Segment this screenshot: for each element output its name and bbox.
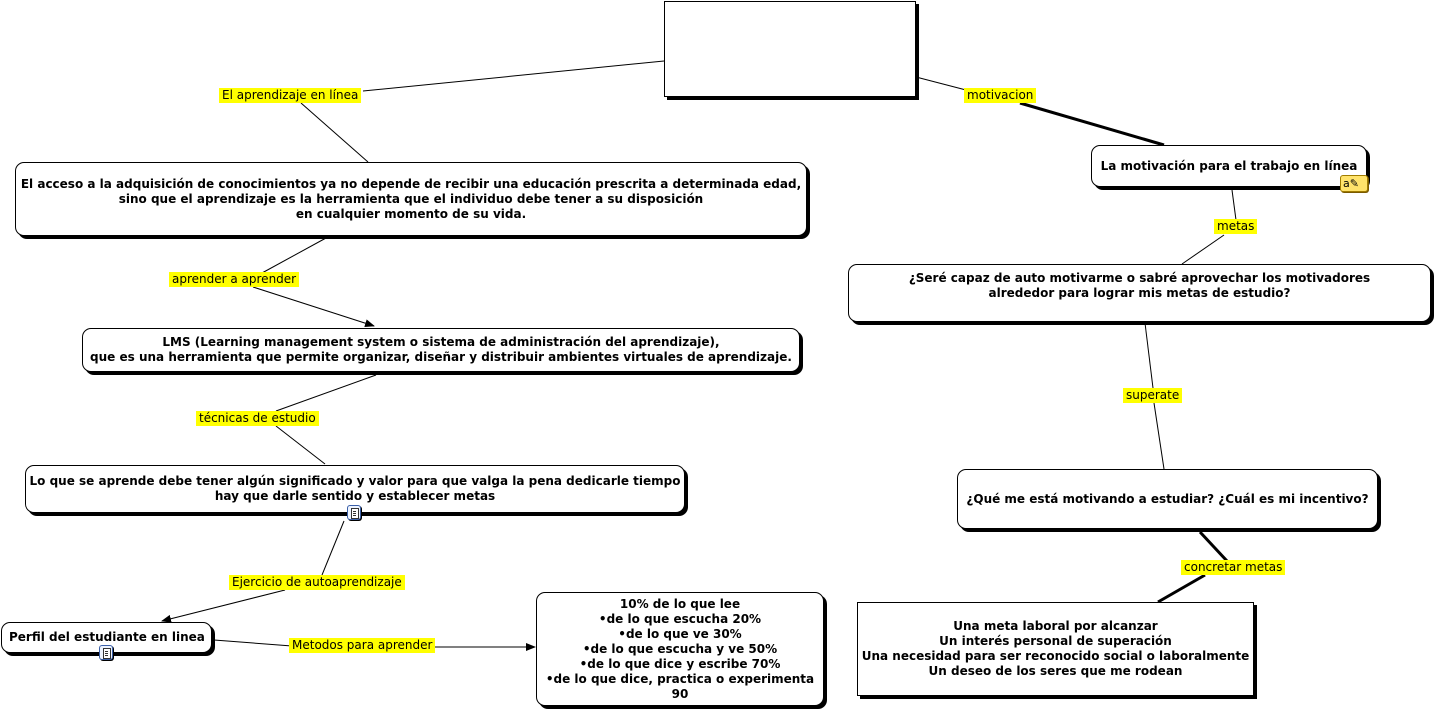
link-label-metas[interactable]: metas [1214,219,1257,234]
connector-sere-superate [1145,323,1153,388]
node-motivacion[interactable] [1091,145,1367,187]
link-label-metodos[interactable]: Metodos para aprender [289,638,435,653]
node-perfil-line: Perfil del estudiante en linea [9,630,205,644]
node-porcentajes-line: •de lo que escucha 20% [598,611,762,626]
node-meta-line: Una meta laboral por alcanzar [953,619,1158,633]
node-porcentajes-line: •de lo que dice, practica o experimenta [545,671,815,686]
central-topic-node[interactable] [664,1,916,97]
link-label-aprender-a-aprender[interactable]: aprender a aprender [169,272,299,287]
node-acceso-line: sino que el aprendizaje es la herramienta que el individuo debe tener a su disposición [118,191,704,206]
node-significado-line: Lo que se aprende debe tener algún significado y valor para que valga la pena dedicarle tiempo [29,474,681,488]
connector-acceso-label [262,238,326,273]
connector-label-acceso [301,103,368,162]
node-lms-line: LMS (Learning management system o sistema de administración del aprendizaje), [162,335,720,349]
connector-concretar-meta [1158,575,1205,602]
node-meta-line: Una necesidad para ser reconocido social o laboralmente [861,649,1250,663]
node-lms[interactable] [82,328,800,372]
node-porcentajes[interactable] [536,592,824,706]
connector-superate-quemotiva [1154,403,1164,469]
node-meta-line: Un deseo de los seres que me rodean [928,664,1183,678]
node-meta[interactable] [857,602,1254,696]
node-acceso-line: en cualquier momento de su vida. [295,206,527,221]
connector-lms-label [276,375,376,411]
connector-label-lms [253,287,374,326]
connector-label-perfil [162,590,285,621]
link-label-ejercicio[interactable]: Ejercicio de autoaprendizaje [229,575,405,590]
connector-motivacion-label-node [1020,103,1164,145]
node-porcentajes-line: •de lo que dice y escribe 70% [579,656,781,671]
node-porcentajes-line: 90 [671,686,689,701]
connector-motivacion-metas [1232,190,1236,220]
node-acceso[interactable] [15,162,807,236]
node-que-motiva[interactable] [957,469,1378,529]
connector-quemotiva-concretar [1200,532,1227,561]
node-sere-line: ¿Seré capaz de auto motivarme o sabré aprovechar los motivadores [908,271,1371,285]
note-letter: a [1343,177,1350,190]
connector-perfil-label [214,640,292,646]
node-sere[interactable] [848,264,1431,322]
node-que-motiva-line: ¿Qué me está motivando a estudiar? ¿Cuál es mi incentivo? [966,491,1369,506]
node-significado-line: hay que darle sentido y establecer metas [214,489,496,503]
connector-significado-label [322,521,344,575]
node-acceso-line: El acceso a la adquisición de conocimientos ya no depende de recibir una educación prescrita a determinada edad, [20,176,802,191]
node-motivacion-line: La motivación para el trabajo en línea [1100,158,1358,173]
link-label-superate[interactable]: superate [1123,388,1182,403]
node-lms-line: que es una herramienta que permite organizar, diseñar y distribuir ambientes virtuales de aprendizaje. [90,350,792,364]
link-label-tecnicas-de-estudio[interactable]: técnicas de estudio [196,411,319,426]
note-pencil-icon[interactable]: a✎ [1340,175,1368,192]
connector-central-motivacion-label [916,77,966,90]
link-label-concretar-metas[interactable]: concretar metas [1181,560,1285,575]
link-label-aprendizaje-en-linea[interactable]: El aprendizaje en línea [219,88,361,103]
document-icon[interactable] [347,505,361,520]
node-porcentajes-line: 10% de lo que lee [619,596,741,611]
connector-metas-sere [1182,235,1224,264]
node-sere-line: alrededor para lograr mis metas de estudio? [988,286,1291,300]
node-meta-line: Un interés personal de superación [939,634,1172,648]
node-porcentajes-line: •de lo que escucha y ve 50% [582,641,778,656]
node-porcentajes-line: •de lo que ve 30% [618,626,742,641]
connector-label-significado [276,426,325,464]
connector-central-label [363,61,664,91]
document-icon[interactable] [99,645,113,660]
link-label-motivacion[interactable]: motivacion [964,88,1036,103]
